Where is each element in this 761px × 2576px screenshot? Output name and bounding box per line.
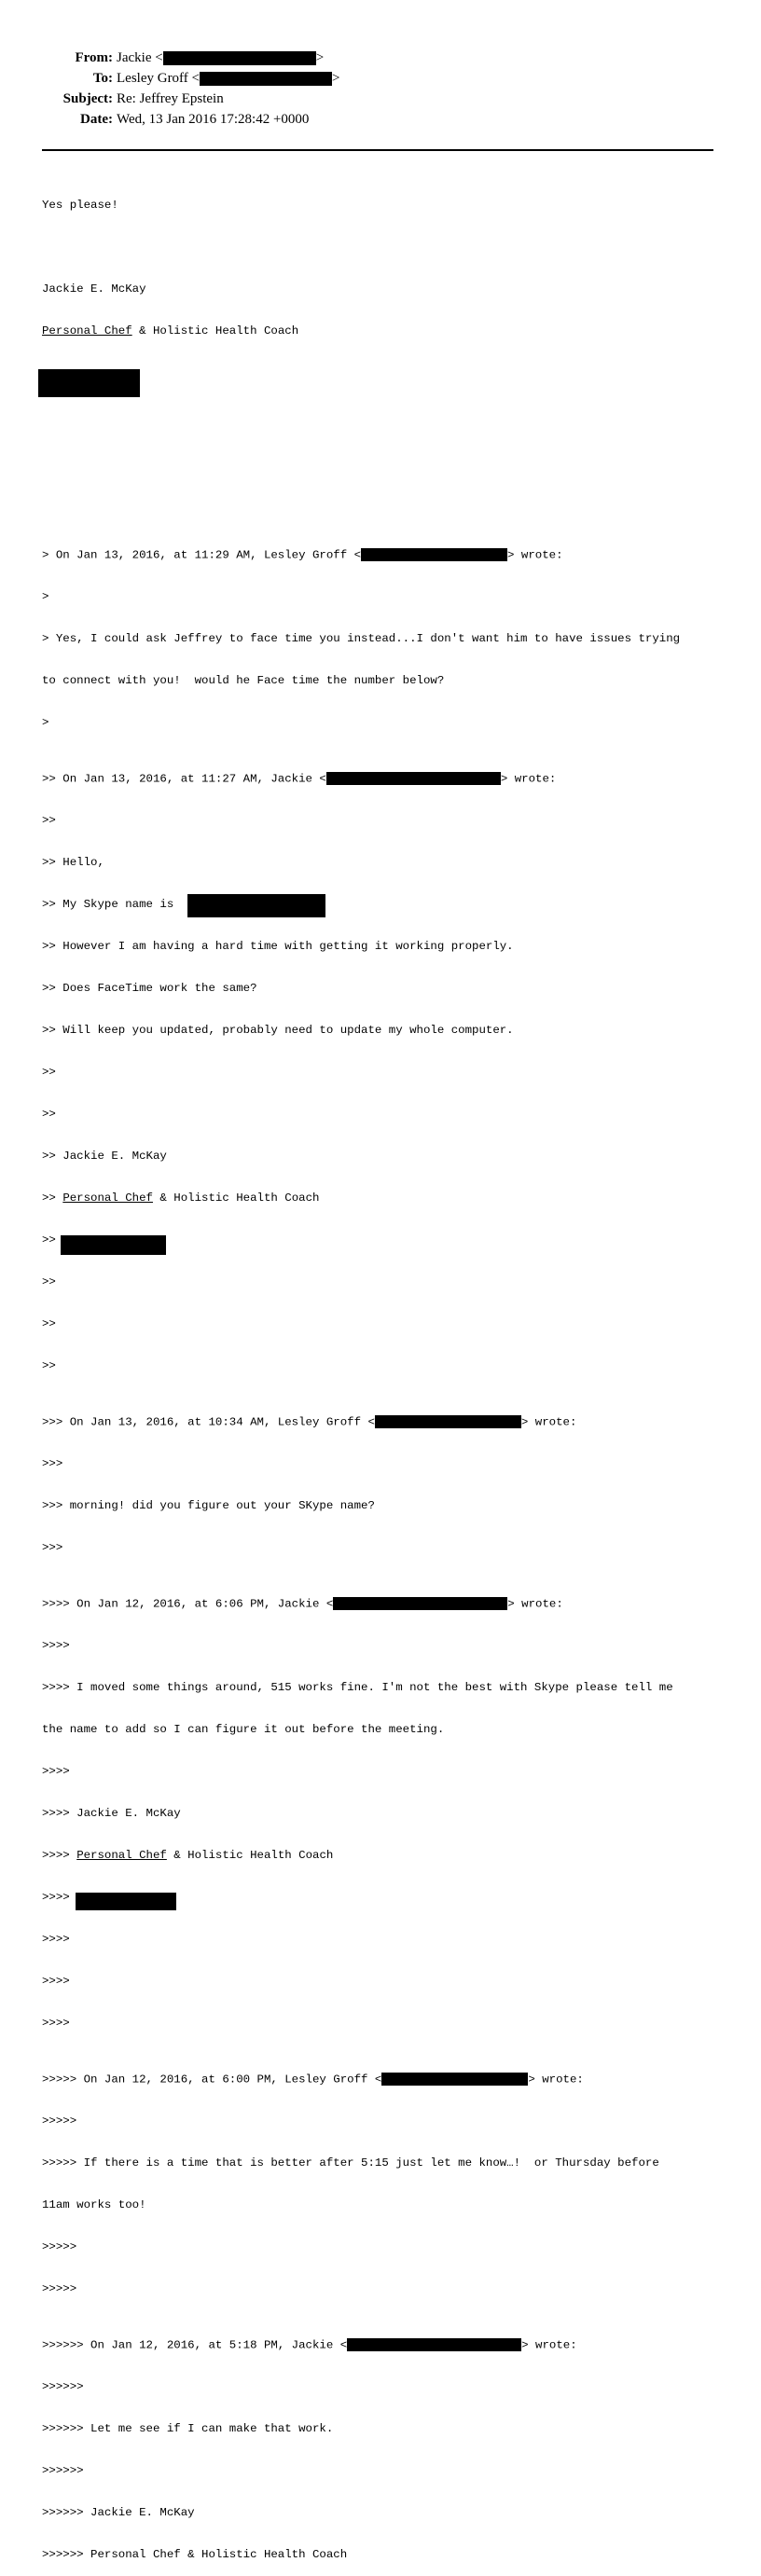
date-label: Date: bbox=[80, 112, 113, 127]
quote-line: > Yes, I could ask Jeffrey to face time you instead...I don't want him to have issues trying bbox=[42, 632, 681, 645]
quote-line: >> bbox=[42, 1108, 56, 1121]
redaction-block bbox=[381, 2073, 528, 2086]
redaction-block bbox=[200, 72, 332, 86]
quote-line: >>>>>> bbox=[42, 2380, 84, 2393]
quote-line: >>>>> bbox=[42, 2240, 77, 2253]
quote-header-wrote: > wrote: bbox=[528, 2073, 584, 2087]
quote-line: >>>> bbox=[42, 2017, 70, 2030]
quote-line: >>>> bbox=[42, 1765, 70, 1778]
signature-title-rest: & Holistic Health Coach bbox=[131, 324, 299, 337]
redaction-block bbox=[326, 772, 501, 785]
quote-line: the name to add so I can figure it out before the meeting. bbox=[42, 1723, 445, 1736]
quote-line: >>>> I moved some things around, 515 works fine. I'm not the best with Skype please tell me bbox=[42, 1681, 673, 1694]
to-close: > bbox=[332, 71, 340, 86]
redaction-block bbox=[61, 1235, 166, 1255]
blank-line bbox=[42, 408, 680, 422]
quote-prefix: >>>> bbox=[42, 1891, 70, 1904]
quote-header bbox=[42, 2073, 680, 2087]
email-body bbox=[42, 171, 680, 2576]
quote-line: >>> bbox=[42, 1457, 63, 1470]
quote-prefix: >>>> bbox=[42, 1849, 77, 1862]
quote-header-text: >>> On Jan 13, 2016, at 10:34 AM, Lesley Groff < bbox=[42, 1415, 375, 1429]
signature-title-rest: & Holistic Health Coach bbox=[166, 1849, 334, 1862]
to-label: To: bbox=[92, 71, 113, 86]
from-label: From: bbox=[75, 50, 113, 65]
quote-header bbox=[42, 772, 680, 786]
quote-header-text: >>>>>> On Jan 12, 2016, at 5:18 PM, Jackie < bbox=[42, 2338, 348, 2352]
quote-header-text: > On Jan 13, 2016, at 11:29 AM, Lesley Groff < bbox=[42, 548, 362, 562]
quote-line: >>>>> bbox=[42, 2115, 77, 2128]
quote-line: >>> bbox=[42, 1541, 63, 1554]
quote-line bbox=[42, 898, 680, 912]
to-name: Lesley Groff < bbox=[117, 71, 200, 86]
quote-header bbox=[42, 1415, 680, 1429]
signature-name: Jackie E. McKay bbox=[42, 282, 146, 296]
redaction-block bbox=[347, 2338, 521, 2351]
signature-title-link[interactable]: Personal Chef bbox=[62, 1192, 153, 1205]
quote-line: >>>> bbox=[42, 1933, 70, 1946]
quote-line: >> bbox=[42, 814, 56, 827]
quote-prefix: >> bbox=[42, 1233, 56, 1247]
quote-header bbox=[42, 548, 680, 562]
subject-label: Subject: bbox=[62, 91, 113, 106]
redaction-block bbox=[361, 548, 507, 561]
redaction-block bbox=[38, 369, 140, 397]
quote-header bbox=[42, 1597, 680, 1611]
quote-line: 11am works too! bbox=[42, 2198, 146, 2211]
quote-header-wrote: > wrote: bbox=[507, 1597, 563, 1611]
quote-header-wrote: > wrote: bbox=[507, 548, 563, 562]
quote-line: >>>>>> Jackie E. McKay bbox=[42, 2506, 195, 2519]
from-close: > bbox=[315, 50, 325, 65]
quote-header-text: >> On Jan 13, 2016, at 11:27 AM, Jackie < bbox=[42, 772, 326, 786]
quote-line: to connect with you! would he Face time the number below? bbox=[42, 674, 445, 687]
quote-header bbox=[42, 2338, 680, 2352]
quote-line bbox=[42, 1233, 680, 1247]
date-value: Wed, 13 Jan 2016 17:28:42 +0000 bbox=[117, 112, 310, 127]
signature-title-rest: & Holistic Health Coach bbox=[152, 1192, 320, 1205]
quote-line: >>>> bbox=[42, 1975, 70, 1988]
quote-header-wrote: > wrote: bbox=[520, 1415, 577, 1429]
blank-line bbox=[42, 450, 680, 464]
quote-header-text: >>>>> On Jan 12, 2016, at 6:00 PM, Lesley Groff < bbox=[42, 2073, 382, 2087]
quote-line: >> Jackie E. McKay bbox=[42, 1150, 167, 1163]
quote-line bbox=[42, 1192, 680, 1205]
signature-title-link[interactable]: Personal Chef bbox=[76, 1849, 167, 1862]
quote-line: >>>>>> Let me see if I can make that work. bbox=[42, 2422, 334, 2435]
quote-line: >>>>> bbox=[42, 2282, 77, 2295]
quote-line: >>>>>> bbox=[42, 2464, 84, 2477]
quote-line: >> Does FaceTime work the same? bbox=[42, 982, 257, 995]
quote-header-wrote: > wrote: bbox=[500, 772, 557, 786]
quote-line: > bbox=[42, 590, 49, 603]
redaction-block bbox=[333, 1597, 507, 1610]
blank-line bbox=[42, 366, 680, 380]
blank-line bbox=[42, 492, 680, 506]
signature-title-link[interactable]: Personal Chef bbox=[42, 324, 132, 337]
quote-line bbox=[42, 1849, 680, 1863]
quote-line bbox=[42, 1891, 680, 1905]
redaction-block bbox=[375, 1415, 521, 1428]
quote-line: >> bbox=[42, 1275, 56, 1288]
quote-header-wrote: > wrote: bbox=[521, 2338, 577, 2352]
redaction-block bbox=[187, 894, 325, 917]
from-name: Jackie < bbox=[117, 50, 163, 65]
quote-line: >>>>> If there is a time that is better after 5:15 just let me know…! or Thursday before bbox=[42, 2156, 659, 2170]
redaction-block bbox=[163, 51, 316, 65]
quote-line: >> bbox=[42, 1317, 56, 1330]
skype-line-text: >> My Skype name is bbox=[42, 898, 174, 911]
header-divider bbox=[42, 149, 713, 151]
quote-line: >> Will keep you updated, probably need to update my whole computer. bbox=[42, 1024, 514, 1037]
redaction-block bbox=[76, 1893, 176, 1910]
quote-line: >> However I am having a hard time with getting it working properly. bbox=[42, 940, 514, 953]
quote-line: > bbox=[42, 716, 49, 729]
quote-line: >> bbox=[42, 1359, 56, 1372]
blank-line bbox=[42, 241, 680, 255]
quote-line: >> Hello, bbox=[42, 856, 104, 869]
signature-title bbox=[42, 324, 680, 338]
quote-line: >>>> bbox=[42, 1639, 70, 1652]
quote-line: >>>> Jackie E. McKay bbox=[42, 1807, 181, 1820]
quote-header-text: >>>> On Jan 12, 2016, at 6:06 PM, Jackie < bbox=[42, 1597, 334, 1611]
quote-line: >> bbox=[42, 1066, 56, 1079]
quote-prefix: >> bbox=[42, 1192, 63, 1205]
quote-line: >>>>>> Personal Chef & Holistic Health Coach bbox=[42, 2548, 348, 2561]
subject-value: Re: Jeffrey Epstein bbox=[117, 91, 224, 106]
body-line: Yes please! bbox=[42, 199, 118, 212]
quote-line: >>> morning! did you figure out your SKype name? bbox=[42, 1499, 375, 1512]
